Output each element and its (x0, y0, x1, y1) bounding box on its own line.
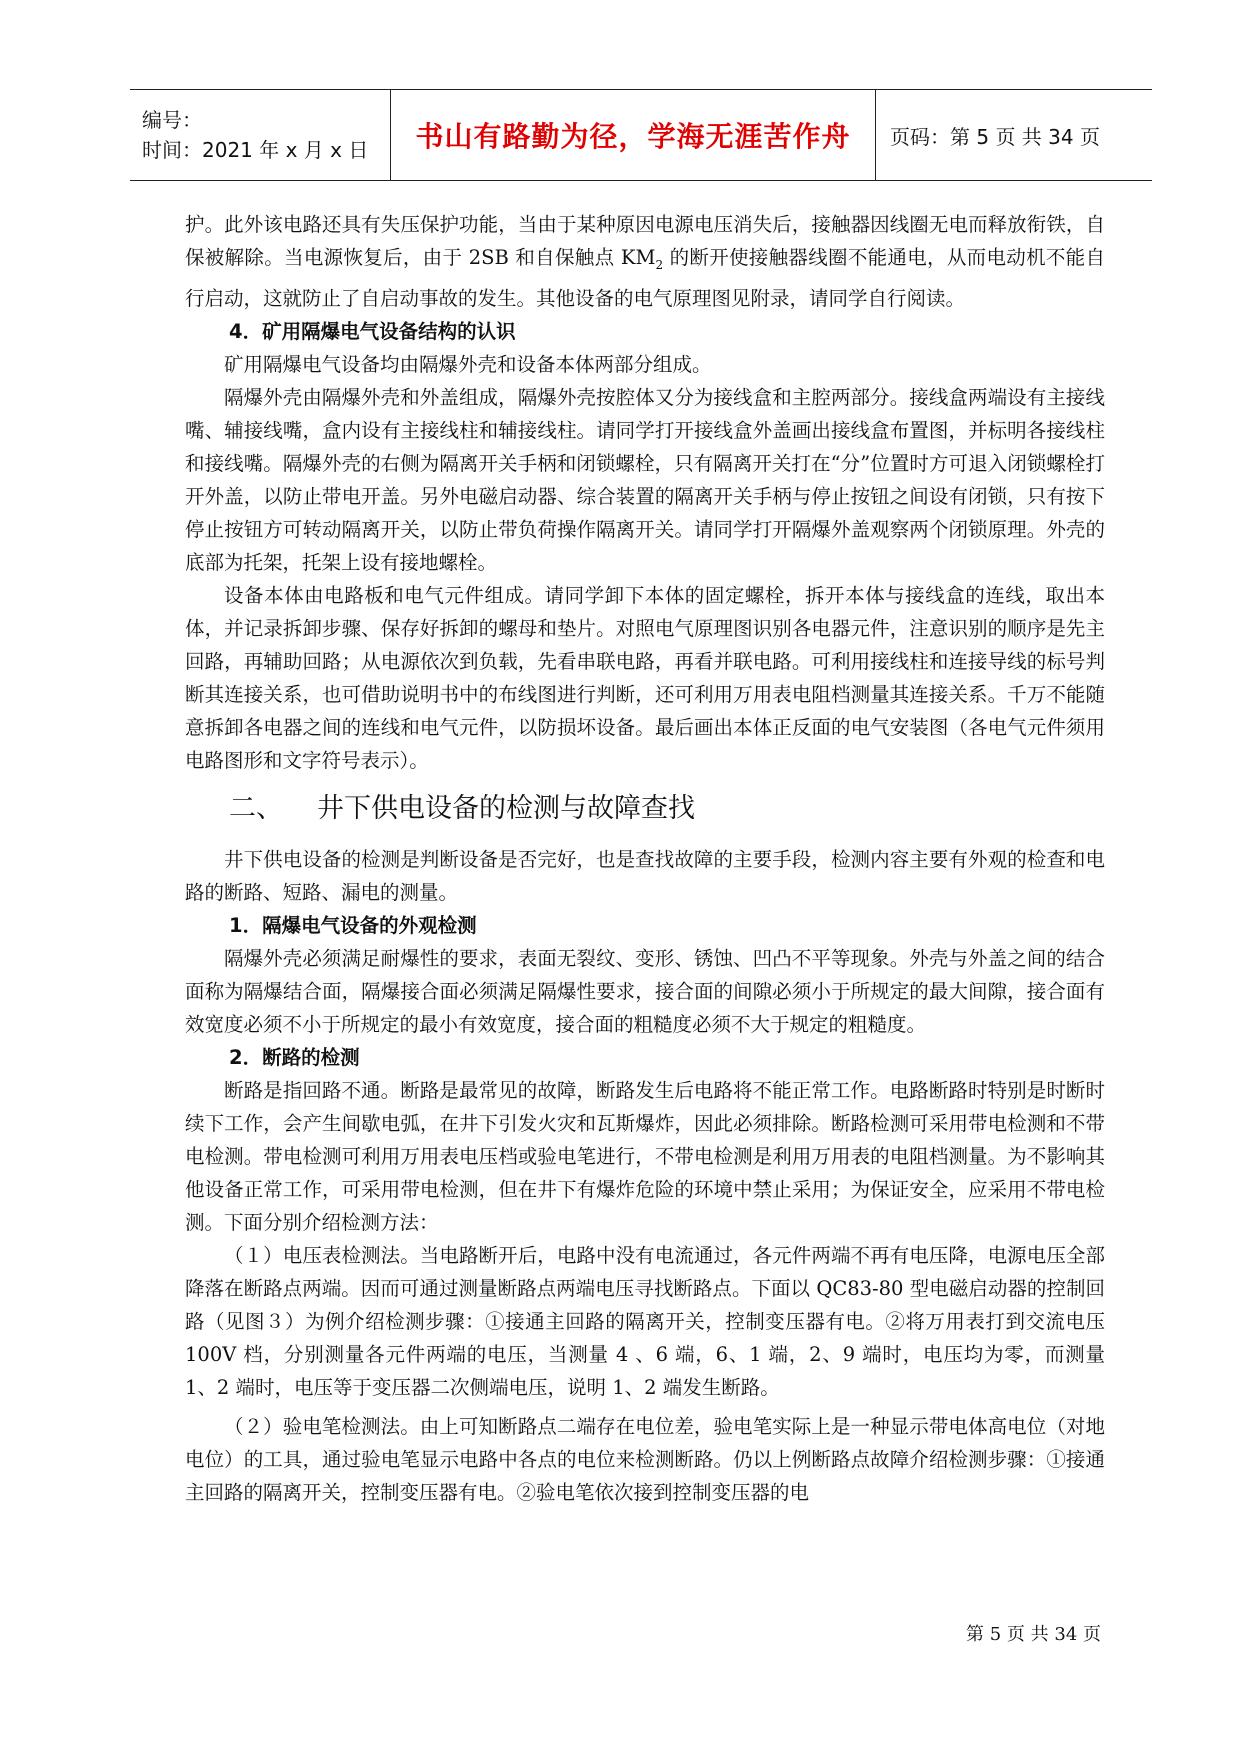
document-body (185, 208, 1105, 1509)
paragraph: 矿用隔爆电气设备均由隔爆外壳和设备本体两部分组成。 (224, 352, 712, 376)
chapter-heading: 二、 井下供电设备的检测与故障查找 (229, 792, 695, 824)
paragraph-continuation: 护。此外该电路还具有失压保护功能，当由于某种原因电源电压消失后，接触器因线圈无电而释放衔铁，自保被解除。当电源恢复后，由于 2SB 和自保触点 $KM_2$ 的断开使接触器线圈不能通电，从而电动机不能自行启动，这就防止了自启动事故的发生。其他设备的电气原理图见附录，请同学自行阅读。 (185, 213, 1105, 310)
section-heading-4: 4．矿用隔爆电气设备结构的认识 (229, 319, 516, 343)
motto-text: 书山有路勤为径，学海无涯苦作舟 (415, 120, 851, 153)
paragraph: 隔爆外壳必须满足耐爆性的要求，表面无裂纹、变形、锈蚀、凹凸不平等现象。外壳与外盖之间的结合面称为隔爆结合面，隔爆接合面必须满足隔爆性要求，接合面的间隙必须小于所规定的最大间隙，接合面有效宽度必须不小于所规定的最小有效宽度，接合面的粗糙度必须不大于规定的粗糙度。 (185, 946, 1105, 1036)
paragraph: 井下供电设备的检测是判断设备是否完好，也是查找故障的主要手段，检测内容主要有外观的检查和电路的断路、短路、漏电的测量。 (185, 847, 1105, 904)
paragraph: 设备本体由电路板和电气元件组成。请同学卸下本体的固定螺栓，拆开本体与接线盒的连线，取出本体，并记录拆卸步骤、保存好拆卸的螺母和垫片。对照电气原理图识别各电器元件，注意识别的顺序是先主回路，再辅助回路；从电源依次到负载，先看串联电路，再看并联电路。可利用接线柱和连接导线的标号判断其连接关系，也可借助说明书中的布线图进行判断，还可利用万用表电阻档测量其连接关系。千万不能随意拆卸各电器之间的连线和电气元件，以防损坏设备。最后画出本体正反面的电气安装图（各电气元件须用电路图形和文字符号表示）。 (185, 583, 1105, 772)
paragraph: （２）验电笔检测法。由上可知断路点二端存在电位差，验电笔实际上是一种显示带电体高电位（对地电位）的工具，通过验电笔显示电路中各点的电位来检测断路。仍以上例断路点故障介绍检测步骤：①接通主回路的隔离开关，控制变压器有电。②验电笔依次接到控制变压器的电 (185, 1414, 1105, 1504)
serial-label: 编号： (142, 108, 202, 132)
paragraph: 隔爆外壳由隔爆外壳和外盖组成，隔爆外壳按腔体又分为接线盒和主腔两部分。接线盒两端设有主接线嘴、辅接线嘴，盒内设有主接线柱和辅接线柱。请同学打开接线盒外盖画出接线盒布置图，并标明各接线柱和接线嘴。隔爆外壳的右侧为隔离开关手柄和闭锁螺栓，只有隔离开关打在“分”位置时方可退入闭锁螺栓打开外盖，以防止带电开盖。另外电磁启动器、综合装置的隔离开关手柄与停止按钮之间设有闭锁，只有按下停止按钮方可转动隔离开关，以防止带负荷操作隔离开关。请同学打开隔爆外盖观察两个闭锁原理。外壳的底部为托架，托架上设有接地螺栓。 (185, 385, 1105, 574)
page-header (130, 89, 1152, 181)
header-meta (130, 90, 390, 180)
time-label: 时间：2021 年 x 月 x 日 (142, 138, 369, 162)
paragraph: 断路是指回路不通。断路是最常见的故障，断路发生后电路将不能正常工作。电路断路时特别是时断时续下工作，会产生间歇电弧，在井下引发火灾和瓦斯爆炸，因此必须排除。断路检测可采用带电检测和不带电检测。带电检测可利用万用表电压档或验电笔进行，不带电检测是利用万用表的电阻档测量。为不影响其他设备正常工作，可采用带电检测，但在井下有爆炸危险的环境中禁止采用；为保证安全，应采用不带电检测。下面分别介绍检测方法： (185, 1078, 1105, 1234)
section-heading-1: 1．隔爆电气设备的外观检测 (229, 913, 477, 937)
header-page-cell (876, 90, 1152, 180)
header-page-info: 页码：第 5 页 共 34 页 (890, 124, 1100, 149)
header-motto-cell (390, 90, 876, 180)
page-footer: 第 5 页 共 34 页 (966, 1624, 1101, 1645)
paragraph: （１）电压表检测法。当电路断开后，电路中没有电流通过，各元件两端不再有电压降，电源电压全部降落在断路点两端。因而可通过测量断路点两端电压寻找断路点。下面以 QC83-80 型电磁启动器的控制回路（见图３）为例介绍检测步骤：①接通主回路的隔离开关，控制变压器有电。②将万用表打到交流电压 100V 档，分别测量各元件两端的电压，当测量 4 、6 端，6、1 端，2、9 端时，电压均为零，而测量 1、2 端时，电压等于变压器二次侧端电压，说明 1、2 端发生断路。 (185, 1243, 1105, 1399)
section-heading-2: 2．断路的检测 (229, 1045, 360, 1069)
